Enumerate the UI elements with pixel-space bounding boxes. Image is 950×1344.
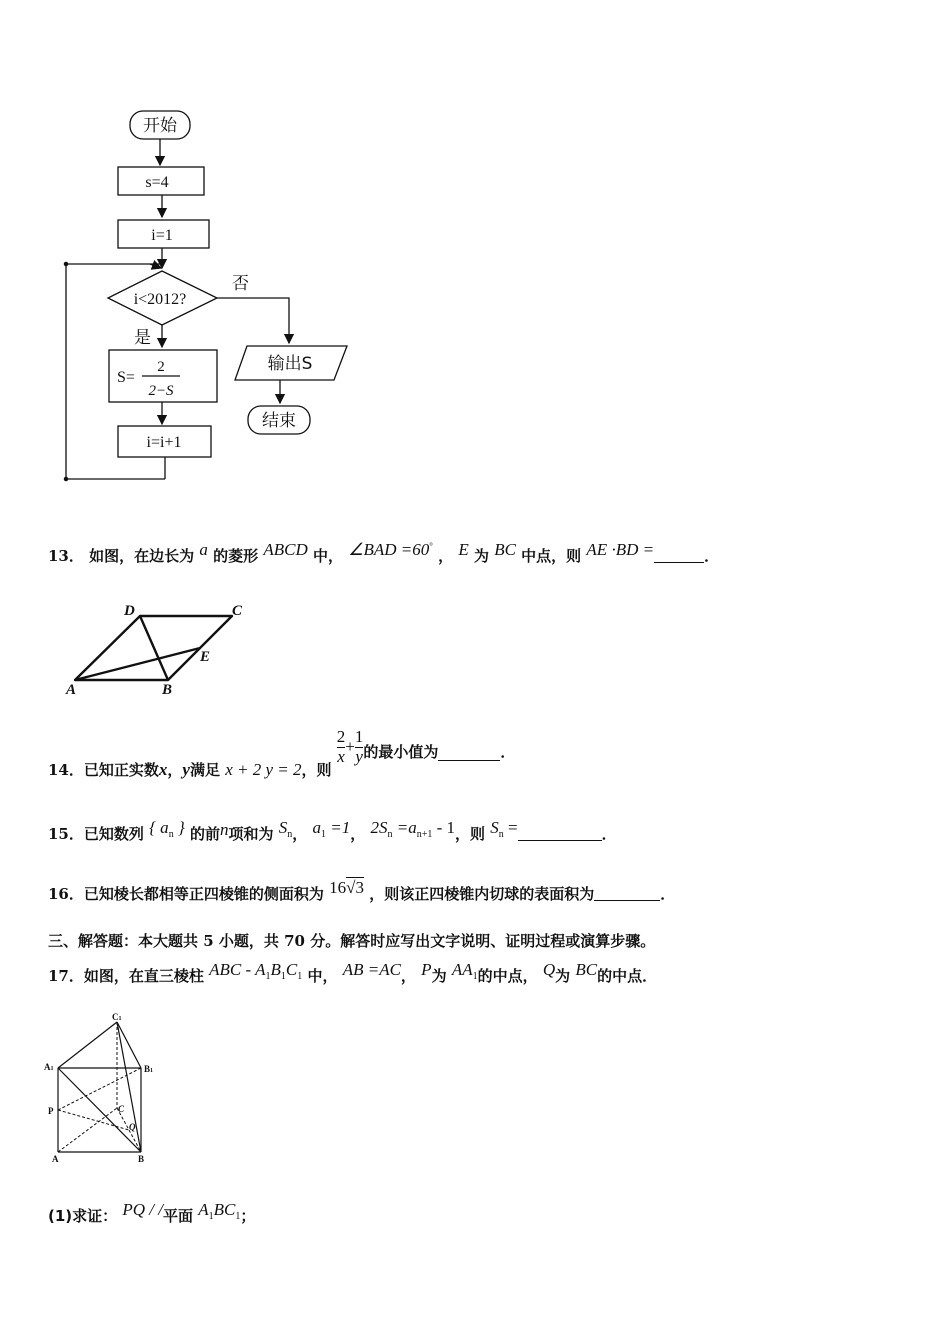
question-15 [48, 818, 617, 844]
part1-text: 平面 [163, 1207, 194, 1225]
flowchart [0, 0, 360, 500]
q15-text: 已知数列 [83, 825, 144, 843]
q13-text: 的菱形 [213, 547, 259, 565]
q13-text: 为 [473, 547, 489, 565]
q15-a1-val: =1 [326, 818, 351, 837]
section-3-heading: 三、解答题：本大题共 5 小题，共 70 分。解答时应写出文字说明、证明过程或演算步骤。 [48, 932, 656, 950]
part1-label: (1)求证： [48, 1207, 118, 1225]
prism-figure [40, 1008, 170, 1168]
flow-assign-s-label: s=4 [145, 174, 169, 191]
q15-text: ， [350, 825, 366, 843]
q15-text: 项和为 [228, 825, 274, 843]
q17-text: 为 [555, 967, 571, 985]
q15-sequence [149, 818, 185, 840]
q15-a1 [312, 818, 351, 840]
prism-label-b1: B1 [144, 1064, 154, 1074]
flow-yes-label: 是 [134, 328, 151, 348]
q15-seq-close: } [173, 818, 185, 837]
flow-start-label: 开始 [143, 116, 177, 136]
q17-text: ， [400, 967, 416, 985]
q17-text: 如图，在直三棱柱 [83, 967, 204, 985]
question-14 [48, 727, 516, 780]
q16-number: 16． [48, 885, 84, 903]
part1-plane-bc: BC [213, 1200, 236, 1219]
q17-equality: AB =AC [342, 960, 401, 979]
q16-text: 已知棱长都相等正四棱锥的侧面积为 [83, 885, 324, 903]
q14-end: ． [500, 743, 516, 762]
question-17 [48, 960, 657, 986]
question-16 [48, 878, 675, 904]
flow-update-s-left: S= [117, 369, 135, 386]
q17-prism-c: C [285, 960, 298, 979]
q13-text: 中点，则 [521, 547, 582, 565]
q15-target-eq: = [503, 818, 518, 837]
q15-rec-a: =a [392, 818, 417, 837]
q14-var-y: y [182, 760, 190, 780]
q15-text: ，则 [455, 825, 486, 843]
rhombus-label-e: E [200, 649, 211, 665]
q15-seq-sub: n [168, 829, 174, 840]
q17-text: 中， [307, 967, 338, 985]
q13-end: ． [704, 547, 720, 565]
q14-text: 已知正实数 [83, 761, 159, 780]
q13-angle: ∠BAD =60 [348, 540, 430, 559]
q13-answer-blank [654, 550, 704, 563]
q15-target-sub: n [498, 829, 504, 840]
q13-point-e: E [458, 540, 469, 559]
q17-edge-sub: 1 [472, 971, 478, 982]
q14-frac2-num: 1 [354, 727, 364, 746]
q17-number: 17． [48, 967, 84, 985]
q17-prism-sub2: 1 [280, 971, 286, 982]
q14-answer-blank [438, 748, 500, 761]
q17-point-q: Q [542, 960, 556, 979]
q13-degree: ° [429, 541, 433, 551]
prism-label-a1: A1 [44, 1062, 54, 1072]
q14-condition: x + 2 y = 2 [225, 760, 302, 780]
q17-part-1 [48, 1200, 255, 1226]
q15-text: 的前 [189, 825, 220, 843]
q14-frac1-den: x [337, 746, 345, 766]
flow-update-s-num: 2 [157, 359, 165, 375]
rhombus-label-b: B [162, 682, 173, 698]
q14-text: ， [167, 761, 183, 780]
q17-text: 的中点． [597, 967, 658, 985]
q15-rec-sub1: n [387, 829, 393, 840]
q17-prism [209, 960, 303, 982]
prism-label-b: B [138, 1154, 145, 1164]
q16-text: ，则该正四棱锥内切球的表面积为 [369, 885, 595, 903]
flow-increment-label: i=i+1 [146, 434, 182, 451]
q14-frac2-den: y [355, 746, 363, 766]
q14-var-x: x [158, 760, 168, 780]
part1-pq-parallel: PQ / / [122, 1200, 163, 1219]
rhombus-figure [60, 598, 260, 698]
q17-segment-bc: BC [575, 960, 598, 979]
q15-target [490, 818, 518, 840]
flow-update-s-den: 2−S [148, 383, 174, 399]
flow-no-label: 否 [232, 274, 249, 294]
q13-text: 如图，在边长为 [89, 547, 195, 565]
q13-side: a [199, 540, 208, 559]
part1-end: ； [240, 1207, 256, 1225]
q15-number: 15． [48, 825, 84, 843]
q16-area-coef: 16 [329, 878, 347, 897]
prism-label-c1: C1 [112, 1012, 122, 1022]
rhombus-label-c: C [232, 603, 243, 619]
q13-text: ， [438, 547, 454, 565]
q14-text: 满足 [189, 761, 220, 780]
q15-answer-blank [518, 828, 602, 841]
q17-prism-b: B [270, 960, 281, 979]
part1-plane-sub1: 1 [208, 1211, 214, 1222]
q15-text: ， [292, 825, 308, 843]
q17-edge [451, 960, 478, 982]
prism-label-p: P [48, 1106, 54, 1116]
q13-text: 中， [312, 547, 343, 565]
q15-rec-2s: 2S [370, 818, 388, 837]
prism-label-q: Q [129, 1122, 136, 1132]
q13-expression: AE ·BD = [586, 540, 655, 559]
q13-segment-bc: BC [494, 540, 516, 559]
q15-sum-sub: n [287, 829, 293, 840]
prism-label-c: C [118, 1104, 125, 1114]
q16-answer-blank [594, 888, 660, 901]
part1-plane-a: A [198, 1200, 209, 1219]
q17-point-p: P [421, 960, 432, 979]
flow-end-label: 结束 [262, 411, 296, 431]
flow-assign-i-label: i=1 [151, 227, 173, 244]
q15-a1-a: a [312, 818, 321, 837]
rhombus-label-a: A [66, 682, 77, 698]
q15-rec-sub2: n+1 [416, 829, 433, 840]
flow-condition-label: i<2012? [133, 291, 187, 308]
q14-frac1-num: 2 [336, 727, 346, 746]
part1-plane-sub2: 1 [235, 1211, 241, 1222]
q16-area-root: √3 [346, 878, 364, 897]
flow-output-label: 输出S [267, 354, 313, 374]
q15-end: ． [601, 825, 617, 843]
q15-seq-a: { a [149, 818, 169, 837]
rhombus-label-d: D [124, 603, 135, 619]
q15-sum [278, 818, 293, 840]
q17-text: 为 [431, 967, 447, 985]
q15-sum-s: S [278, 818, 288, 837]
q15-target-s: S [490, 818, 499, 837]
q13-rhombus-name: ABCD [263, 540, 308, 559]
q17-text: 的中点， [477, 967, 538, 985]
q15-rec-minus: - 1 [432, 818, 456, 837]
q17-prism-a: ABC - A [209, 960, 266, 979]
q13-number: 13． [48, 547, 84, 565]
q14-text: 的最小值为 [363, 743, 439, 762]
q16-end: ． [660, 885, 676, 903]
q17-prism-sub3: 1 [297, 971, 303, 982]
q14-plus: + [345, 737, 355, 757]
q15-a1-sub: 1 [321, 829, 326, 840]
q17-prism-sub1: 1 [265, 971, 271, 982]
question-13 [48, 540, 719, 566]
prism-label-a: A [52, 1154, 59, 1164]
q15-recurrence [370, 818, 456, 840]
q14-number: 14． [48, 761, 84, 780]
q14-fraction-1 [337, 728, 346, 766]
part1-plane [198, 1200, 241, 1222]
q17-edge-aa: AA [451, 960, 473, 979]
q14-text: ，则 [301, 761, 332, 780]
q15-var-n: n [220, 820, 229, 839]
q16-area [329, 878, 364, 897]
